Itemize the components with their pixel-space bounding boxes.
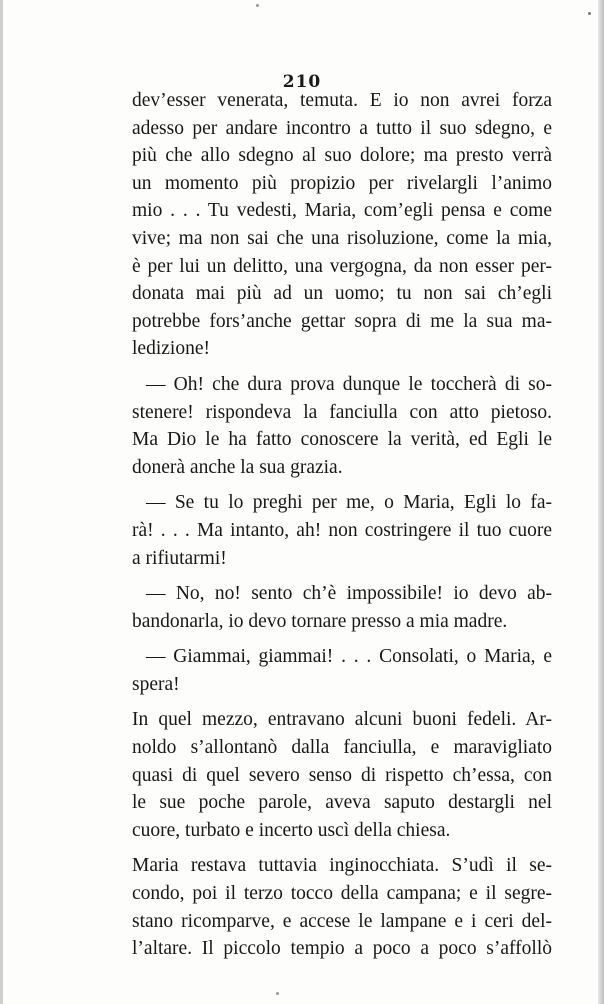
text-line: Ma Dio le ha fatto conoscere la verità, ed Egli le — [132, 429, 552, 451]
text-line: stenere! rispondeva la fanciulla con atto pietoso. — [132, 401, 552, 423]
text-line: stano ricomparve, e accese le lampane e i ceri del- — [132, 910, 552, 932]
scan-speck — [276, 992, 279, 995]
text-line: è per lui un delitto, una vergogna, da non esser per- — [132, 255, 552, 277]
text-line: — Se tu lo preghi per me, o Maria, Egli lo fa- — [146, 492, 552, 514]
page-right-edge — [598, 0, 604, 1004]
paragraph — [132, 852, 552, 962]
paragraph — [132, 706, 552, 844]
text-line: mio . . . Tu vedesti, Maria, com’egli pensa e come — [132, 200, 552, 222]
text-line: spera! — [132, 673, 180, 695]
text-line: ledizione! — [132, 338, 210, 360]
paragraph — [132, 580, 552, 635]
text-line: quasi di quel severo senso di rispetto ch’essa, con — [132, 764, 552, 786]
text-line: adesso per andare incontro a tutto il suo sdegno, e — [132, 117, 552, 139]
body-text — [132, 87, 552, 963]
text-line: — Giammai, giammai! . . . Consolati, o Maria, e — [146, 646, 552, 668]
text-line: donerà anche la sua grazia. — [132, 456, 343, 478]
paragraph — [132, 643, 552, 698]
text-line: un momento più propizio per rivelargli l’animo — [132, 172, 552, 194]
scan-speck — [256, 4, 259, 7]
text-line: a rifiutarmi! — [132, 547, 227, 569]
page-left-edge — [0, 0, 3, 1004]
paragraph — [132, 489, 552, 572]
text-line: l’altare. Il piccolo tempio a poco a poco s’affollò — [132, 938, 552, 960]
text-line: più che allo sdegno al suo dolore; ma presto verrà — [132, 145, 552, 167]
text-line: vive; ma non sai che una risoluzione, come la mia, — [132, 227, 552, 249]
text-line: Maria restava tuttavia inginocchiata. S’udì il se- — [132, 855, 552, 877]
text-line: donata mai più ad un uomo; tu non sai ch’egli — [132, 283, 552, 305]
text-line: bandonarla, io devo tornare presso a mia madre. — [132, 610, 508, 632]
text-line: rà! . . . Ma intanto, ah! non costringere il tuo cuore — [132, 519, 552, 541]
text-line: potrebbe fors’anche gettar sopra di me la sua ma- — [132, 310, 552, 332]
paragraph — [132, 87, 552, 363]
text-line: — No, no! sento ch’è impossibile! io devo ab- — [146, 583, 552, 605]
text-line: dev’esser venerata, temuta. E io non avrei forza — [132, 90, 552, 111]
text-line: — Oh! che dura prova dunque le toccherà di so- — [146, 373, 552, 395]
text-line: le sue poche parole, aveva saputo destargli nel — [132, 792, 552, 814]
text-line: In quel mezzo, entravano alcuni buoni fedeli. Ar- — [132, 709, 552, 731]
paragraph — [132, 371, 552, 481]
page-number: 210 — [282, 72, 322, 92]
text-line: noldo s’allontanò dalla fanciulla, e maravigliato — [132, 737, 552, 759]
scan-speck — [588, 12, 591, 15]
text-line: cuore, turbato e incerto uscì della chiesa. — [132, 819, 451, 841]
text-line: condo, poi il terzo tocco della campana; e il segre- — [132, 883, 552, 905]
